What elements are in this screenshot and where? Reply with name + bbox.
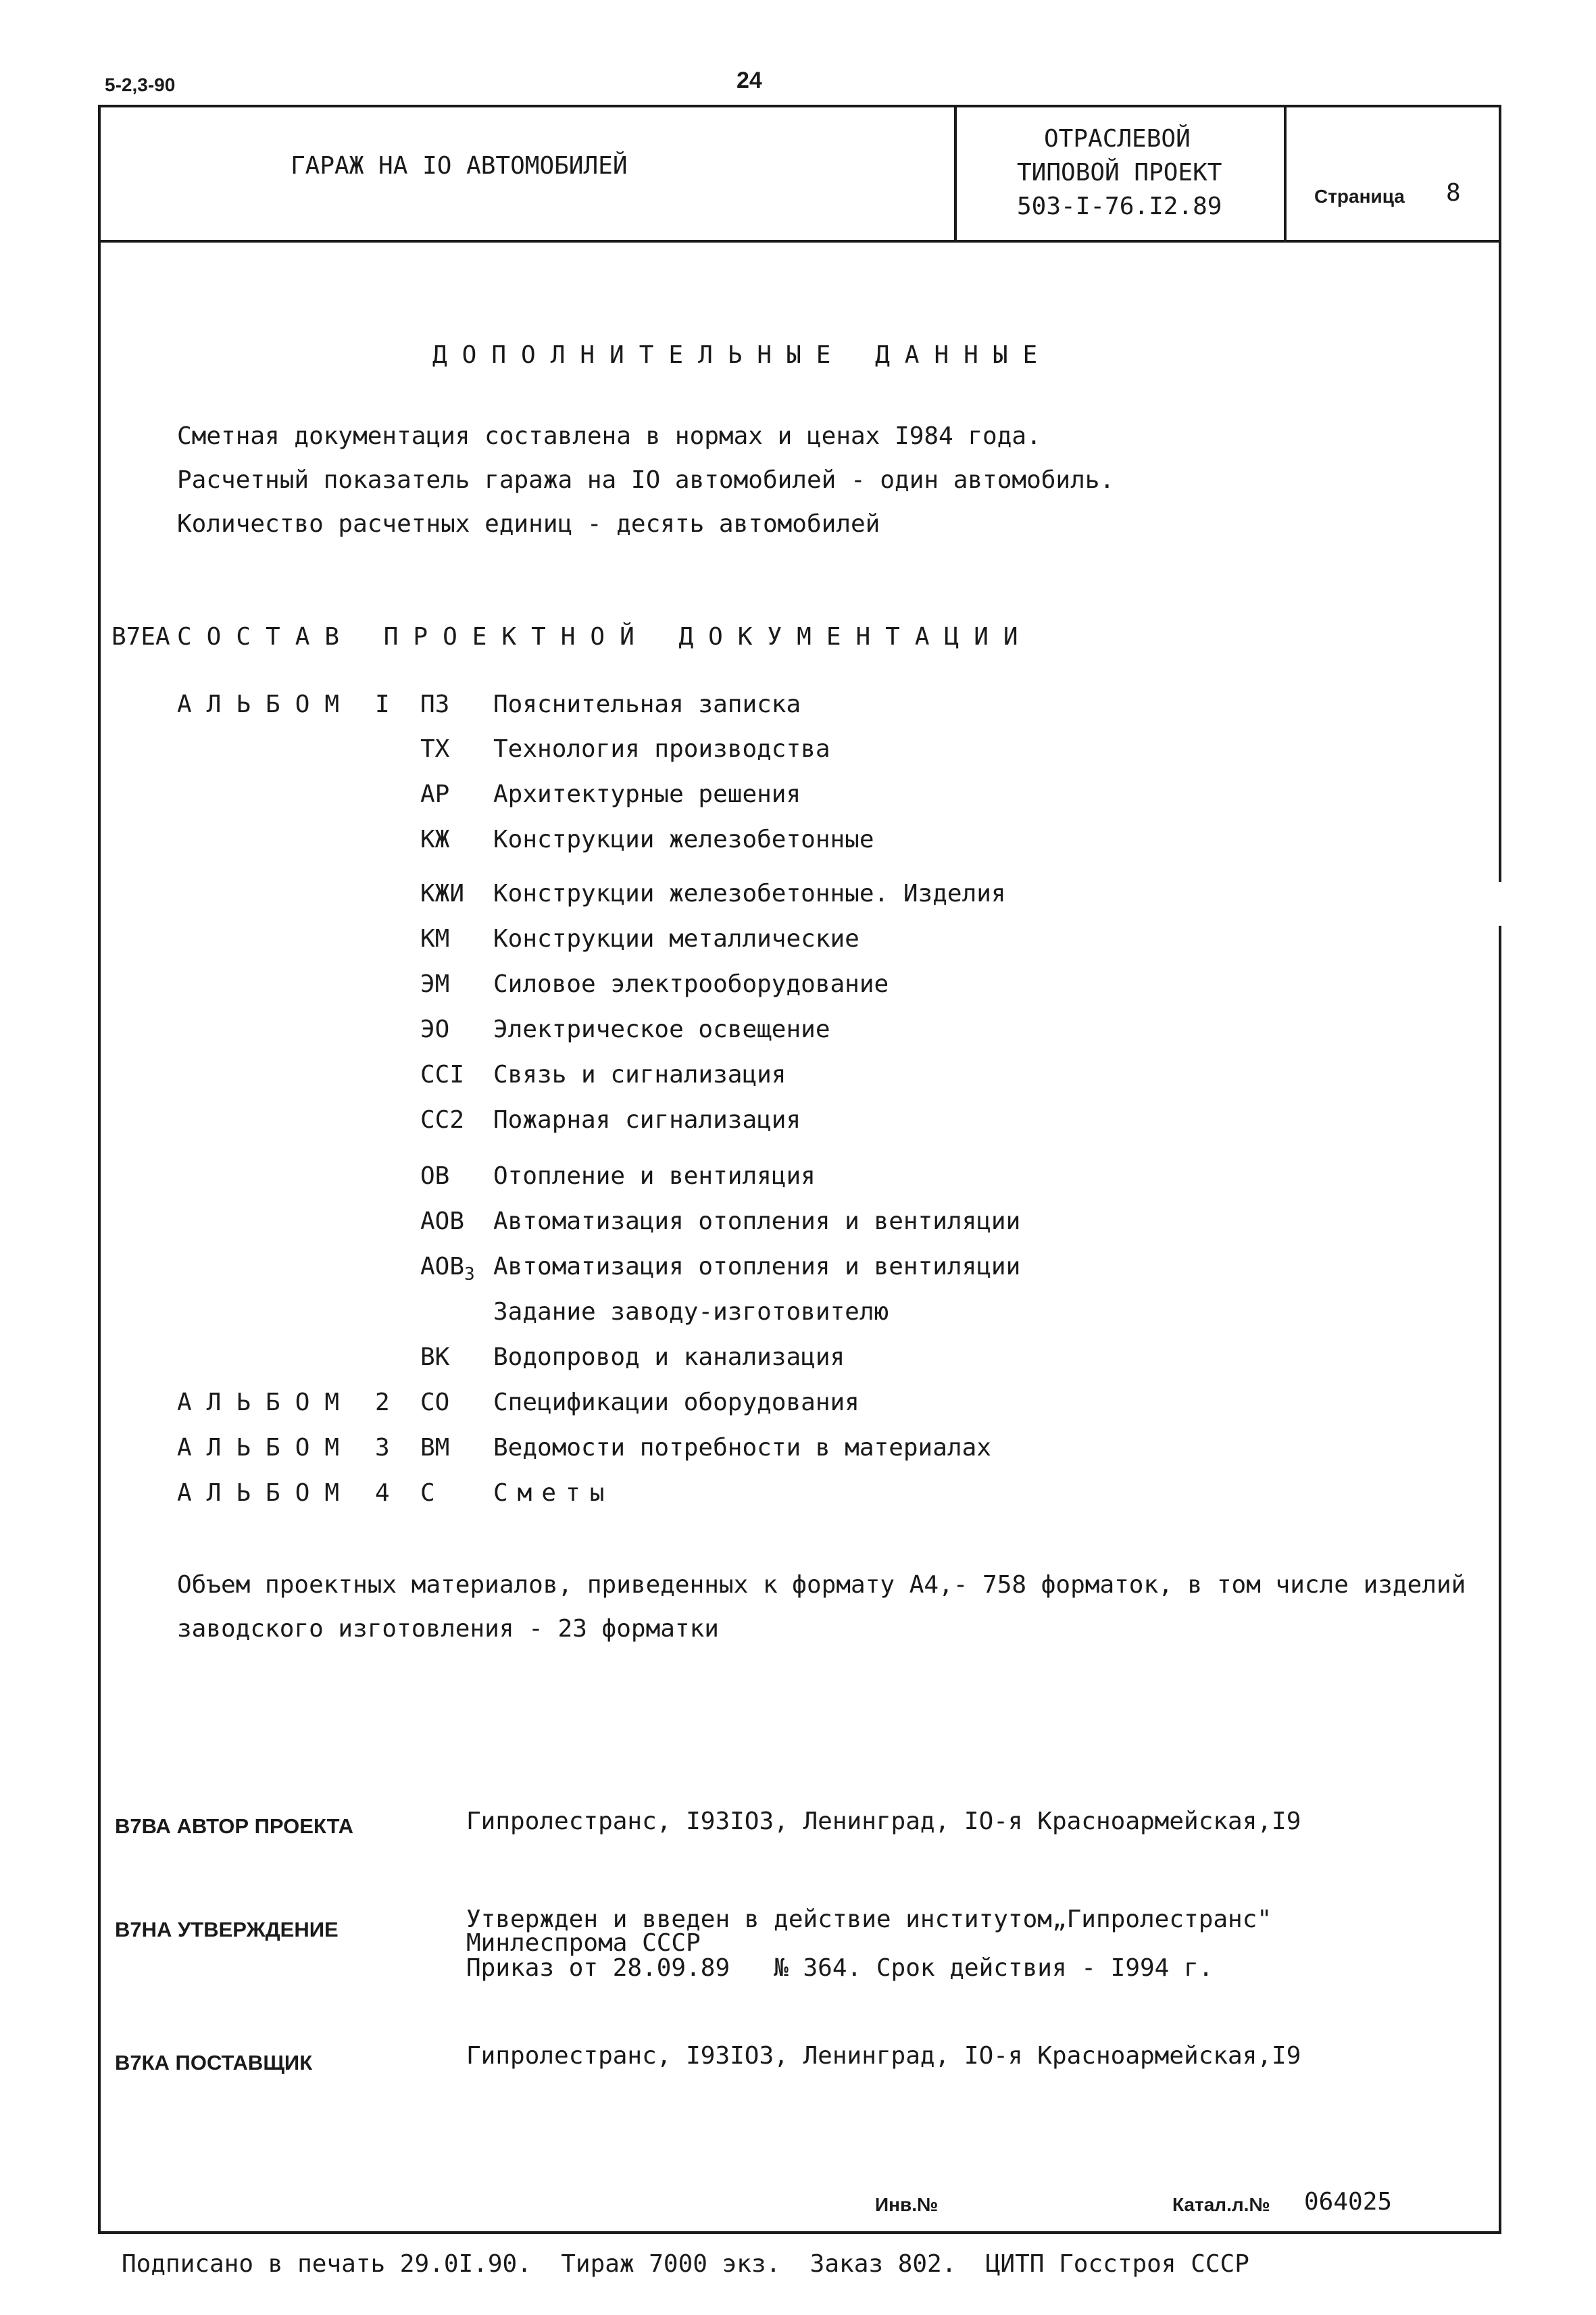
section-code-text: КЖ <box>420 826 450 853</box>
section-title: Сметы <box>493 1479 614 1507</box>
section-code <box>420 780 449 808</box>
section-code-text: КЖИ <box>420 880 465 907</box>
album-word: АЛЬБОМ <box>177 1434 355 1462</box>
album-word: АЛЬБОМ <box>177 1479 355 1507</box>
section-code-text: СО <box>420 1389 450 1416</box>
additional-line-1: Сметная документация составлена в нормах и ценах I984 года. <box>177 422 1041 450</box>
section-code-text: ОВ <box>420 1162 450 1190</box>
album-number: I <box>375 691 390 718</box>
composition-code: В7ЕА <box>111 623 170 651</box>
section-title: Водопровод и канализация <box>493 1343 845 1371</box>
section-code-text: АР <box>420 780 450 808</box>
section-title: Автоматизация отопления и вентиляции <box>493 1208 1021 1235</box>
additional-data-heading: ДОПОЛНИТЕЛЬНЫЕ ДАННЫЕ <box>432 341 1053 369</box>
section-code <box>420 1389 449 1416</box>
album-word: АЛЬБОМ <box>177 691 355 718</box>
print-info: Подписано в печать 29.0I.90. Тираж 7000 экз. Заказ 802. ЦИТП Госстроя СССР <box>122 2250 1249 2278</box>
approval-label: В7НА УТВЕРЖДЕНИЕ <box>115 1918 339 1941</box>
additional-line-3: Количество расчетных единиц - десять автомобилей <box>177 510 880 538</box>
section-code <box>420 880 464 907</box>
section-title: Автоматизация отопления и вентиляции <box>493 1253 1021 1280</box>
approval-line-1: Утвержден и введен в действие институтом„Гипролестранс" <box>466 1906 1272 1933</box>
sheet-number: 24 <box>737 68 762 93</box>
project-number: 503-I-76.I2.89 <box>1017 193 1222 220</box>
approval-line-2: Минлеспрома СССР <box>466 1929 701 1957</box>
inventory-label: Инв.№ <box>875 2194 939 2215</box>
catalog-number: 064025 <box>1304 2188 1393 2216</box>
section-title: Технология производства <box>493 735 830 763</box>
page-value: 8 <box>1446 179 1461 207</box>
section-code-text: ТХ <box>420 735 450 763</box>
section-code-text: СС2 <box>420 1106 465 1134</box>
author-text: Гипролестранс, I93IO3, Ленинград, IO-я Красноармейская,I9 <box>466 1808 1301 1835</box>
section-code-text: ВМ <box>420 1434 450 1462</box>
section-title: Силовое электрооборудование <box>493 970 889 998</box>
section-code-text: ССI <box>420 1061 465 1089</box>
album-number: 4 <box>375 1479 390 1507</box>
album-number: 2 <box>375 1389 390 1416</box>
section-code <box>420 1106 464 1134</box>
supplier-label: В7КА ПОСТАВЩИК <box>115 2051 313 2074</box>
section-title: Спецификации оборудования <box>493 1389 859 1416</box>
section-code-text: ВК <box>420 1343 450 1371</box>
section-title: Конструкции металлические <box>493 925 859 953</box>
section-code <box>420 1253 475 1285</box>
section-code <box>420 1162 449 1190</box>
section-code <box>420 691 449 718</box>
volume-line-1: Объем проектных материалов, приведенных к формату А4,- 758 форматок, в том числе изделий <box>177 1571 1466 1599</box>
section-title: Конструкции железобетонные. Изделия <box>493 880 1006 907</box>
section-code-text: АОВ <box>420 1253 465 1280</box>
section-code <box>420 1479 435 1507</box>
section-title: Пожарная сигнализация <box>493 1106 801 1134</box>
section-title: Задание заводу-изготовителю <box>493 1298 889 1326</box>
section-code-text: ПЗ <box>420 691 450 718</box>
volume-line-2: заводского изготовления - 23 форматки <box>177 1615 719 1643</box>
section-code-subscript: З <box>464 1264 475 1285</box>
album-word: АЛЬБОМ <box>177 1389 355 1416</box>
section-title: Конструкции железобетонные <box>493 826 874 853</box>
section-code <box>420 1343 449 1371</box>
series-code: 5-2,3-90 <box>105 74 176 95</box>
project-type-line1: ОТРАСЛЕВОЙ <box>1044 125 1191 153</box>
section-code <box>420 925 449 953</box>
section-title: Пояснительная записка <box>493 691 801 718</box>
section-code <box>420 1208 464 1235</box>
section-code-text: ЭМ <box>420 970 450 998</box>
section-title: Ведомости потребности в материалах <box>493 1434 991 1462</box>
album-number: 3 <box>375 1434 390 1462</box>
section-title: Отопление и вентиляция <box>493 1162 816 1190</box>
supplier-text: Гипролестранс, I93IO3, Ленинград, IO-я Красноармейская,I9 <box>466 2042 1301 2070</box>
section-code <box>420 1061 464 1089</box>
catalog-label: Катал.л.№ <box>1172 2194 1270 2215</box>
author-label: В7ВА АВТОР ПРОЕКТА <box>115 1814 354 1838</box>
section-code <box>420 1016 449 1043</box>
composition-heading: СОСТАВ ПРОЕКТНОЙ ДОКУМЕНТАЦИИ <box>177 623 1033 651</box>
section-code-text: ЭО <box>420 1016 450 1043</box>
project-title: ГАРАЖ НА IO АВТОМОБИЛЕЙ <box>291 152 628 180</box>
section-title: Связь и сигнализация <box>493 1061 787 1089</box>
project-type-line2: ТИПОВОЙ ПРОЕКТ <box>1017 159 1222 186</box>
page-label: Страница <box>1314 186 1405 207</box>
section-code <box>420 1434 449 1462</box>
additional-line-2: Расчетный показатель гаража на IO автомобилей - один автомобиль. <box>177 466 1115 494</box>
section-code <box>420 735 449 763</box>
section-code <box>420 826 449 853</box>
section-code-text: АОВ <box>420 1208 465 1235</box>
section-code-text: С <box>420 1479 435 1507</box>
section-title: Электрическое освещение <box>493 1016 830 1043</box>
approval-line-3: Приказ от 28.09.89 № 364. Срок действия - I994 г. <box>466 1954 1214 1982</box>
section-code <box>420 970 449 998</box>
section-title: Архитектурные решения <box>493 780 801 808</box>
section-code-text: КМ <box>420 925 450 953</box>
